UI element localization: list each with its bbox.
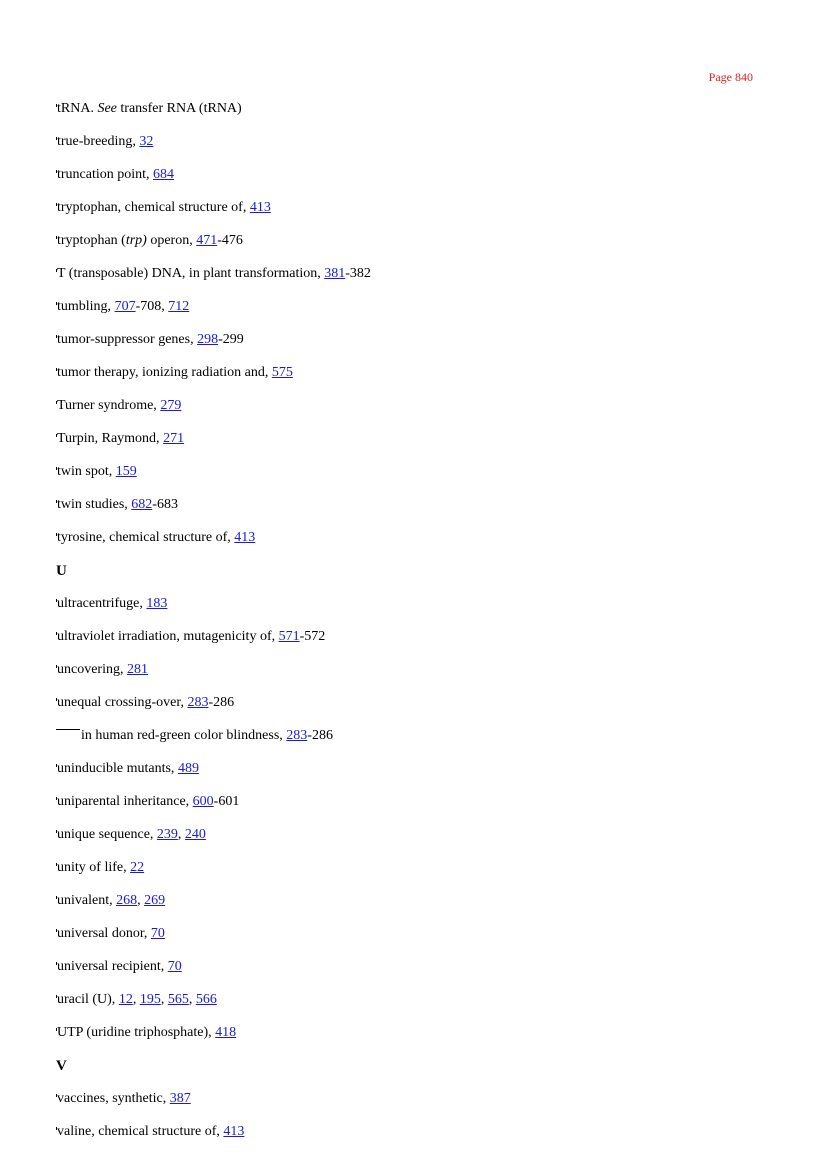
index-entry	[55, 792, 775, 825]
index-entry	[55, 396, 775, 429]
index-entry	[55, 1122, 775, 1155]
index-entry	[55, 924, 775, 957]
index-entry	[55, 165, 775, 198]
page-reference-link[interactable]: 283	[187, 695, 209, 710]
page-reference-link[interactable]: 240	[184, 827, 206, 842]
index-entry	[55, 132, 775, 165]
page-reference-link[interactable]: 707	[114, 299, 136, 314]
entry-text: valine, chemical structure of,	[57, 1124, 224, 1139]
entry-text: tRNA.	[57, 101, 98, 116]
entry-text: -683	[152, 497, 178, 512]
entry-text: universal recipient,	[57, 959, 168, 974]
entry-text: tyrosine, chemical structure of,	[57, 530, 235, 545]
entry-text: -286	[307, 728, 333, 743]
page-reference-link[interactable]: 471	[196, 233, 218, 248]
italic-text: See	[97, 101, 117, 116]
index-subentry	[55, 726, 775, 759]
entry-text: ultraviolet irradiation, mutagenicity of,	[57, 629, 279, 644]
entry-text: -601	[213, 794, 240, 809]
index-entry	[55, 363, 775, 396]
page-reference-link[interactable]: 575	[271, 365, 293, 380]
entry-text: vaccines, synthetic,	[57, 1091, 170, 1106]
entry-text: uncovering,	[57, 662, 127, 677]
entry-text: -299	[218, 332, 244, 347]
page-reference-link[interactable]: 279	[160, 398, 182, 413]
page-reference-link[interactable]: 183	[146, 596, 168, 611]
entry-text: tryptophan (	[57, 233, 126, 248]
index-entry	[55, 759, 775, 792]
section-letter-heading: U	[56, 563, 67, 579]
entry-text: twin spot,	[57, 464, 116, 479]
entry-text: universal donor,	[57, 926, 151, 941]
entry-text: ,	[177, 827, 185, 842]
entry-text: twin studies,	[57, 497, 132, 512]
page-reference-link[interactable]: 70	[150, 926, 165, 941]
entry-text: transfer RNA (tRNA)	[116, 101, 242, 116]
page-reference-link[interactable]: 600	[192, 794, 214, 809]
entry-text: unique sequence,	[57, 827, 157, 842]
page-reference-link[interactable]: 489	[177, 761, 199, 776]
index-entry	[55, 495, 775, 528]
page-reference-link[interactable]: 566	[195, 992, 217, 1007]
index-entry	[55, 858, 775, 891]
index-entry	[55, 528, 775, 561]
entry-text: Turner syndrome,	[57, 398, 161, 413]
entry-text: UTP (uridine triphosphate),	[57, 1025, 216, 1040]
entry-text: ,	[137, 893, 145, 908]
index-entry	[55, 297, 775, 330]
entry-text: ,	[132, 992, 140, 1007]
entry-text: ultracentrifuge,	[57, 596, 147, 611]
entry-text: univalent,	[57, 893, 117, 908]
index-entry	[55, 462, 775, 495]
entry-text: -708,	[135, 299, 169, 314]
page-reference-link[interactable]: 281	[126, 662, 148, 677]
index-entry	[55, 264, 775, 297]
page-reference-link[interactable]: 387	[169, 1091, 191, 1106]
entry-text: uracil (U),	[57, 992, 119, 1007]
page-reference-link[interactable]: 571	[278, 629, 300, 644]
entry-text: tumbling,	[57, 299, 115, 314]
index-entry	[55, 99, 775, 132]
entry-text: operon,	[146, 233, 197, 248]
page-reference-link[interactable]: 712	[168, 299, 190, 314]
page-reference-link[interactable]: 268	[116, 893, 138, 908]
index-entry	[55, 1089, 775, 1122]
index-entry	[55, 330, 775, 363]
entry-text: uniparental inheritance,	[57, 794, 193, 809]
page-reference-link[interactable]: 298	[197, 332, 219, 347]
page-reference-link[interactable]: 413	[249, 200, 271, 215]
page-reference-link[interactable]: 413	[234, 530, 256, 545]
page-reference-link[interactable]: 12	[118, 992, 133, 1007]
entry-text: -572	[299, 629, 326, 644]
italic-text: trp)	[125, 233, 147, 248]
page-reference-link[interactable]: 283	[286, 728, 308, 743]
index-entry	[55, 627, 775, 660]
page-reference-link[interactable]: 32	[139, 134, 154, 149]
index-entry	[55, 1023, 775, 1056]
index-entry	[55, 990, 775, 1023]
index-entry	[55, 957, 775, 990]
page-reference-link[interactable]: 413	[223, 1124, 245, 1139]
index-entry	[55, 594, 775, 627]
entry-text: Turpin, Raymond,	[57, 431, 164, 446]
page-reference-link[interactable]: 418	[215, 1025, 237, 1040]
page-reference-link[interactable]: 271	[163, 431, 185, 446]
page-number: Page 840	[708, 70, 753, 84]
subentry-dash	[56, 729, 80, 730]
page-reference-link[interactable]: 22	[130, 860, 145, 875]
entry-text: T (transposable) DNA, in plant transformation,	[57, 266, 325, 281]
page-reference-link[interactable]: 269	[144, 893, 166, 908]
entry-text: tryptophan, chemical structure of,	[57, 200, 250, 215]
page-reference-link[interactable]: 70	[167, 959, 182, 974]
page-reference-link[interactable]: 159	[115, 464, 137, 479]
index-entry	[55, 231, 775, 264]
entry-text: -382	[345, 266, 371, 281]
entry-text: true-breeding,	[57, 134, 140, 149]
section-letter-heading: V	[56, 1058, 67, 1074]
entry-text: truncation point,	[57, 167, 154, 182]
entry-text: unequal crossing-over,	[57, 695, 188, 710]
index-entry	[55, 660, 775, 693]
entry-text: in human red-green color blindness,	[81, 728, 287, 743]
entry-text: -476	[217, 233, 243, 248]
page-reference-link[interactable]: 684	[153, 167, 175, 182]
entry-text: tumor therapy, ionizing radiation and,	[57, 365, 272, 380]
index-entry	[55, 891, 775, 924]
index-entry	[55, 429, 775, 462]
entry-text: ,	[188, 992, 196, 1007]
page-reference-link[interactable]: 565	[167, 992, 189, 1007]
entry-text: ,	[160, 992, 168, 1007]
index-entries	[55, 99, 775, 1155]
page-reference-link[interactable]: 682	[131, 497, 153, 512]
page-reference-link[interactable]: 239	[156, 827, 178, 842]
entry-text: uninducible mutants,	[57, 761, 178, 776]
entry-text: -286	[208, 695, 235, 710]
index-entry	[55, 693, 775, 726]
entry-text: unity of life,	[57, 860, 131, 875]
index-entry	[55, 198, 775, 231]
entry-text: tumor-suppressor genes,	[57, 332, 198, 347]
page-reference-link[interactable]: 381	[324, 266, 346, 281]
page-reference-link[interactable]: 195	[139, 992, 161, 1007]
index-entry	[55, 825, 775, 858]
